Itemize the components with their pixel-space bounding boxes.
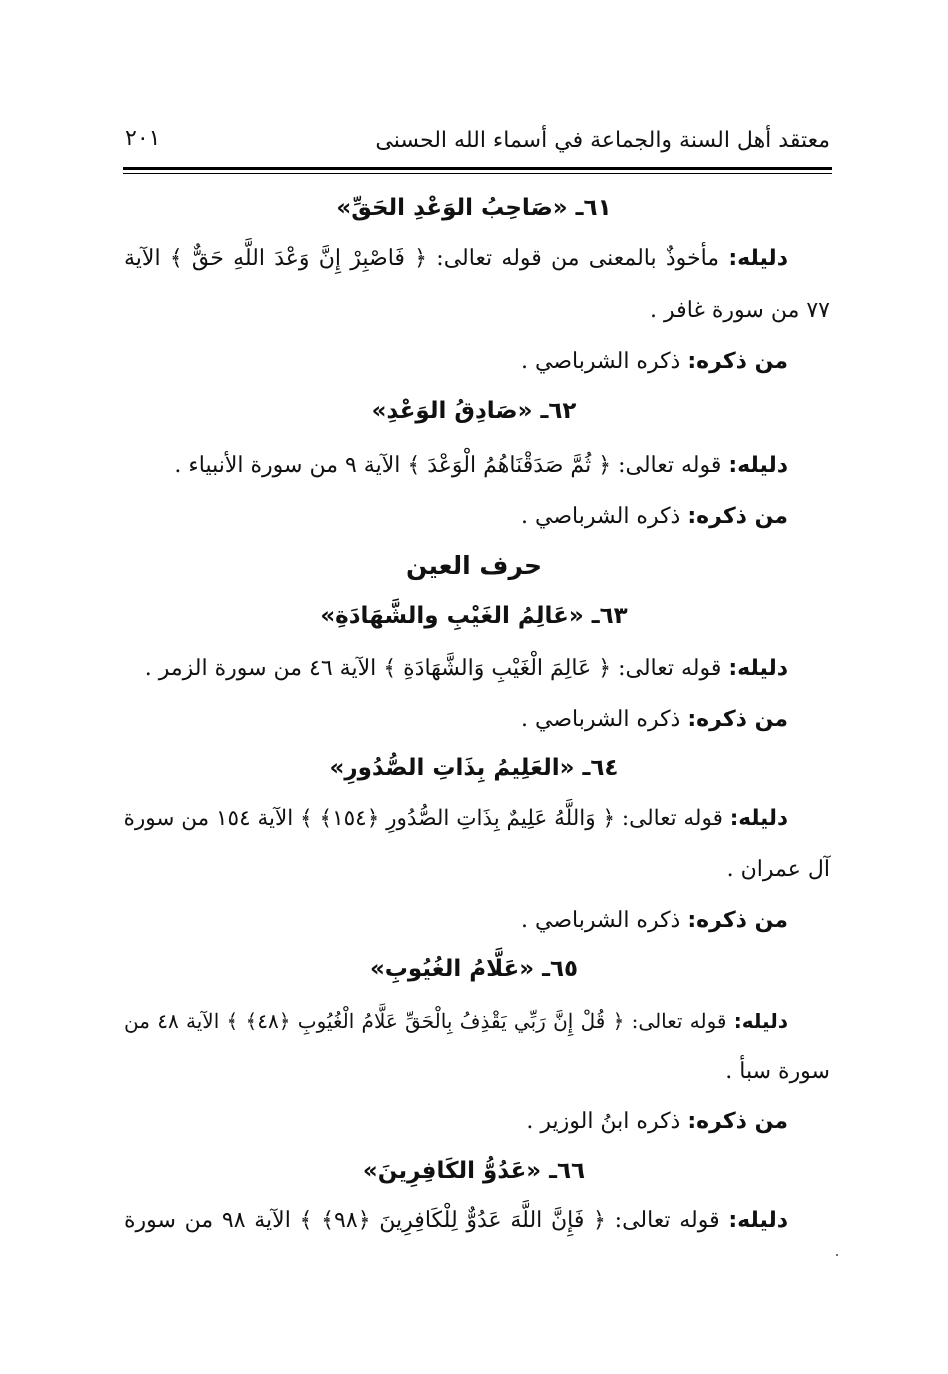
dalil-line-65a bbox=[124, 1006, 788, 1036]
entry-title-66: ٦٦ـ «عَدُوُّ الكَافِرِينَ» bbox=[362, 1158, 586, 1184]
entry-title-63: ٦٣ـ «عَالِمُ الغَيْبِ والشَّهَادَةِ» bbox=[320, 603, 628, 629]
dhakar-text: ذكره الشرباصي . bbox=[521, 707, 681, 732]
dhakar-text: ذكره ابنُ الوزير . bbox=[526, 1109, 681, 1134]
dhakar-line-61 bbox=[521, 347, 788, 377]
dalil-text: مأخوذٌ بالمعنى من قوله تعالى: ﴿ فَاصْبِرْ إِنَّ وَعْدَ اللَّهِ حَقٌّ ﴾ الآية bbox=[124, 246, 720, 271]
dhakar-label: من ذكره: bbox=[687, 349, 788, 374]
dhakar-label: من ذكره: bbox=[687, 504, 788, 529]
dhakar-line-62 bbox=[521, 502, 788, 532]
dalil-line-61a bbox=[124, 244, 788, 274]
dalil-label: دليله: bbox=[728, 246, 788, 271]
running-header bbox=[125, 118, 830, 162]
dalil-line-63 bbox=[145, 654, 788, 684]
dhakar-text: ذكره الشرباصي . bbox=[521, 349, 681, 374]
header-rule-thick bbox=[123, 167, 832, 170]
dalil-line-61b: ٧٧ من سورة غافر . bbox=[650, 298, 830, 323]
entry-title-61: ٦١ـ «صَاحِبُ الوَعْدِ الحَقِّ» bbox=[336, 195, 612, 221]
dhakar-line-65 bbox=[526, 1107, 788, 1137]
scan-speck bbox=[836, 1254, 838, 1256]
dalil-text: قوله تعالى: ﴿ قُلْ إِنَّ رَبِّي يَقْذِفُ بِالْحَقِّ عَلَّامُ الْغُيُوبِ ﴿٤٨﴾ ﴾ الآية ٤٨ من bbox=[124, 1009, 727, 1033]
dalil-text: قوله تعالى: ﴿ ثُمَّ صَدَقْنَاهُمُ الْوَعْدَ ﴾ الآية ٩ من سورة الأنبياء . bbox=[174, 453, 722, 478]
dalil-label: دليله: bbox=[728, 453, 788, 478]
dalil-text: قوله تعالى: ﴿ عَالِمَ الْغَيْبِ وَالشَّهَادَةِ ﴾ الآية ٤٦ من سورة الزمر . bbox=[144, 656, 722, 681]
dhakar-line-63 bbox=[521, 705, 788, 735]
dalil-text: قوله تعالى: ﴿ فَإِنَّ اللَّهَ عَدُوٌّ لِلْكَافِرِينَ ﴿٩٨﴾ ﴾ الآية ٩٨ من سورة bbox=[124, 1208, 720, 1233]
dalil-label: دليله: bbox=[728, 1208, 789, 1233]
running-header-title: معتقد أهل السنة والجماعة في أسماء الله الحسنى bbox=[375, 128, 830, 153]
entry-title-62: ٦٢ـ «صَادِقُ الوَعْدِ» bbox=[371, 398, 577, 424]
dhakar-label: من ذكره: bbox=[687, 707, 788, 732]
dhakar-text: ذكره الشرباصي . bbox=[521, 908, 681, 933]
dalil-label: دليله: bbox=[729, 806, 788, 831]
header-rule-thin bbox=[123, 173, 832, 174]
dalil-label: دليله: bbox=[733, 1009, 788, 1033]
dalil-line-64a bbox=[124, 804, 788, 834]
dhakar-text: ذكره الشرباصي . bbox=[521, 504, 681, 529]
dhakar-label: من ذكره: bbox=[687, 1109, 788, 1134]
dalil-line-64b: آل عمران . bbox=[726, 857, 830, 882]
dhakar-line-64 bbox=[521, 906, 788, 936]
entry-title-65: ٦٥ـ «عَلَّامُ الغُيُوبِ» bbox=[369, 956, 579, 982]
dalil-line-65b: سورة سبأ . bbox=[725, 1059, 830, 1084]
dalil-text: قوله تعالى: ﴿ وَاللَّهُ عَلِيمٌ بِذَاتِ الصُّدُورِ ﴿١٥٤﴾ ﴾ الآية ١٥٤ من سورة bbox=[123, 806, 723, 831]
dalil-line-62 bbox=[174, 451, 788, 481]
dalil-label: دليله: bbox=[728, 656, 788, 681]
section-heading-ain: حرف العين bbox=[405, 551, 543, 580]
dalil-line-66a bbox=[124, 1206, 788, 1236]
page-number: ٢٠١ bbox=[125, 126, 161, 151]
entry-title-64: ٦٤ـ «العَلِيمُ بِذَاتِ الصُّدُورِ» bbox=[329, 755, 619, 781]
dhakar-label: من ذكره: bbox=[687, 908, 788, 933]
